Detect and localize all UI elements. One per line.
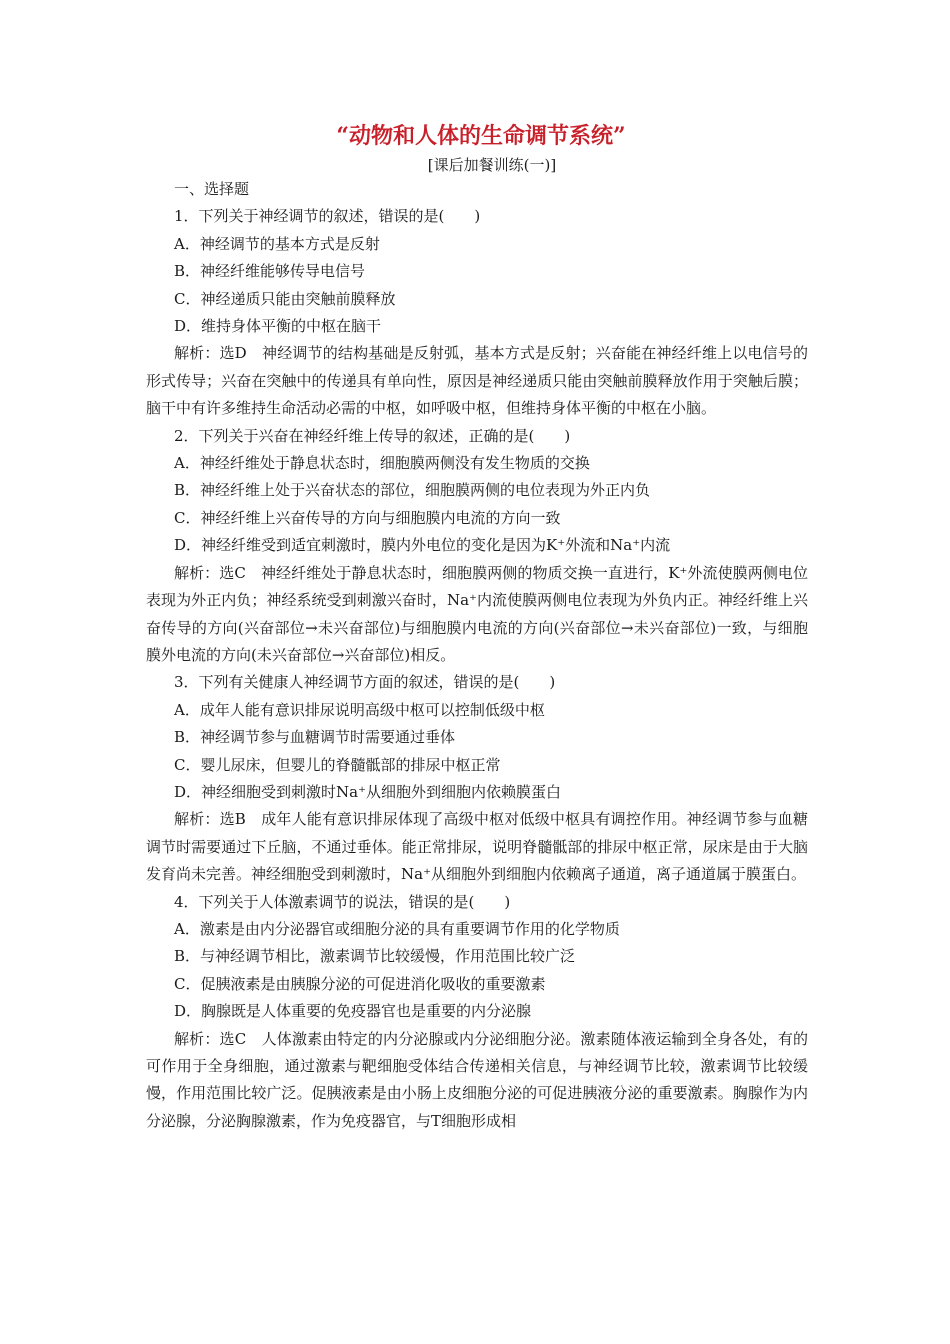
question-analysis: 解析：选B 成年人能有意识排尿体现了高级中枢对低级中枢具有调控作用。神经调节参与血糖调节时需要通过下丘脑，不通过垂体。能正常排尿，说明脊髓骶部的排尿中枢正常，尿床是由于大脑发育尚未完善。神经细胞受到刺激时，Na⁺从细胞外到细胞内依赖离子通道，离子通道属于膜蛋白。 — [146, 810, 808, 884]
document-title: “动物和人体的生命调节系统” — [336, 123, 626, 149]
option-c: C．神经递质只能由突触前膜释放 — [174, 289, 396, 308]
question-4 — [146, 889, 808, 1136]
option-d: D．胸腺既是人体重要的免疫器官也是重要的内分泌腺 — [174, 1002, 532, 1021]
option-d: D．维持身体平衡的中枢在脑干 — [174, 317, 382, 336]
question-stem: 1．下列关于神经调节的叙述，错误的是( ) — [174, 207, 481, 226]
option-a: A．神经调节的基本方式是反射 — [174, 234, 380, 253]
option-d: D．神经细胞受到刺激时Na⁺从细胞外到细胞内依赖膜蛋白 — [174, 782, 562, 801]
question-1 — [146, 203, 808, 422]
question-stem: 3．下列有关健康人神经调节方面的叙述，错误的是( ) — [174, 673, 556, 692]
question-analysis: 解析：选C 神经纤维处于静息状态时，细胞膜两侧的物质交换一直进行，K⁺外流使膜两侧电位表现为外正内负；神经系统受到刺激兴奋时，Na⁺内流使膜两侧电位表现为外负内正。神经纤维上兴奋传导的方向(兴奋部位→未兴奋部位)与细胞膜内电流的方向(兴奋部位→未兴奋部位)一致，与细胞膜外电流的方向(未兴奋部位→兴奋部位)相反。 — [146, 563, 808, 664]
option-c: C．促胰液素是由胰腺分泌的可促进消化吸收的重要激素 — [174, 974, 546, 993]
section-heading: 一、选择题 — [174, 180, 250, 198]
option-b: B．神经纤维上处于兴奋状态的部位，细胞膜两侧的电位表现为外正内负 — [174, 481, 651, 500]
option-d: D．神经纤维受到适宜刺激时，膜内外电位的变化是因为K⁺外流和Na⁺内流 — [174, 536, 671, 555]
question-analysis: 解析：选C 人体激素由特定的内分泌腺或内分泌细胞分泌。激素随体液运输到全身各处，有的可作用于全身细胞，通过激素与靶细胞受体结合传递相关信息，与神经调节比较，激素调节比较缓慢，作用范围比较广泛。促胰液素是由小肠上皮细胞分泌的可促进胰液分泌的重要激素。胸腺作为内分泌腺，分泌胸腺激素，作为免疫器官，与T细胞形成相 — [146, 1029, 808, 1130]
option-a: A．激素是由内分泌器官或细胞分泌的具有重要调节作用的化学物质 — [174, 919, 620, 938]
document-page — [146, 120, 808, 1135]
option-c: C．婴儿尿床，但婴儿的脊髓骶部的排尿中枢正常 — [174, 755, 501, 774]
option-a: A．成年人能有意识排尿说明高级中枢可以控制低级中枢 — [174, 700, 545, 719]
document-subtitle: [课后加餐训练(一)] — [427, 156, 557, 174]
question-stem: 2．下列关于兴奋在神经纤维上传导的叙述，正确的是( ) — [174, 426, 571, 445]
option-b: B．神经调节参与血糖调节时需要通过垂体 — [174, 728, 456, 747]
question-stem: 4．下列关于人体激素调节的说法，错误的是( ) — [174, 892, 511, 911]
option-b: B．与神经调节相比，激素调节比较缓慢，作用范围比较广泛 — [174, 947, 576, 966]
option-a: A．神经纤维处于静息状态时，细胞膜两侧没有发生物质的交换 — [174, 454, 590, 473]
question-analysis: 解析：选D 神经调节的结构基础是反射弧，基本方式是反射；兴奋能在神经纤维上以电信号的形式传导；兴奋在突触中的传递具有单向性，原因是神经递质只能由突触前膜释放作用于突触后膜；脑干中有许多维持生命活动必需的中枢，如呼吸中枢，但维持身体平衡的中枢在小脑。 — [146, 344, 808, 418]
option-b: B．神经纤维能够传导电信号 — [174, 262, 366, 281]
question-2 — [146, 423, 808, 670]
option-c: C．神经纤维上兴奋传导的方向与细胞膜内电流的方向一致 — [174, 508, 561, 527]
question-3 — [146, 669, 808, 888]
